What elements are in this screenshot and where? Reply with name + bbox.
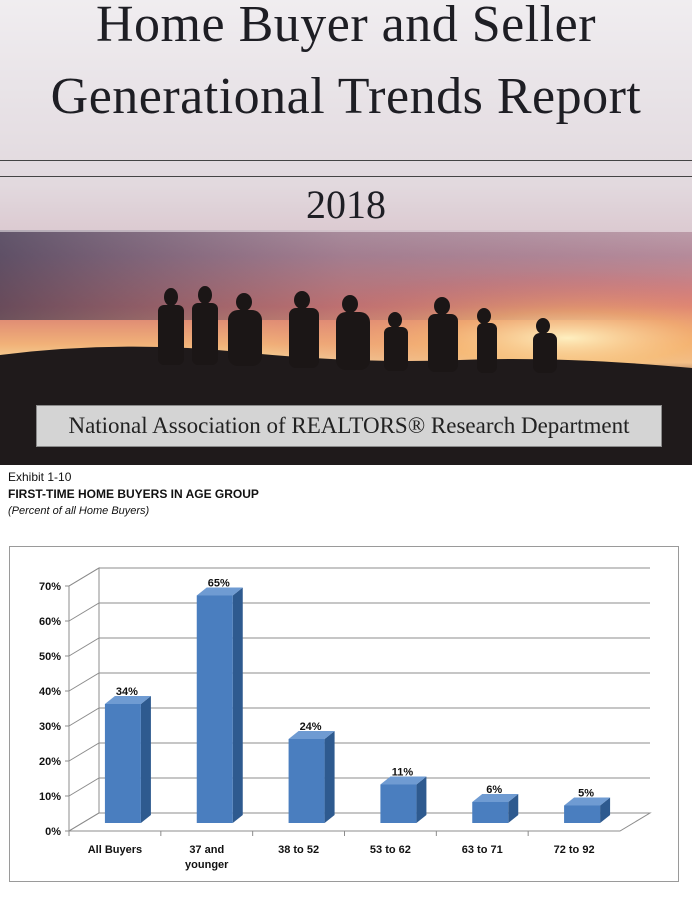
bar (197, 596, 233, 824)
y-tick-label: 10% (38, 791, 61, 803)
divider-top (0, 160, 692, 161)
bar-chart (9, 546, 679, 882)
data-label: 65% (207, 577, 230, 590)
bar (289, 739, 325, 823)
gridline (69, 568, 650, 586)
chart-title: FIRST-TIME HOME BUYERS IN AGE GROUP (8, 487, 259, 501)
bar-side (325, 731, 335, 823)
bar (105, 704, 141, 823)
gridline (69, 778, 650, 796)
report-title-line-2: Generational Trends Report (50, 68, 642, 125)
gridline (69, 743, 650, 761)
floor (69, 813, 650, 831)
chart-subtitle: (Percent of all Home Buyers) (8, 505, 150, 517)
data-label: 5% (578, 787, 595, 800)
exhibit-label: Exhibit 1-10 (8, 470, 72, 484)
gridline (69, 708, 650, 726)
gridline (69, 603, 650, 621)
data-label: 6% (486, 784, 503, 796)
x-tick-label: 38 to 52 (278, 844, 320, 856)
x-tick-label: 53 to 62 (369, 844, 411, 856)
y-tick-label: 20% (38, 756, 61, 768)
bar (472, 802, 508, 823)
bar-side (233, 588, 243, 824)
y-tick-label: 50% (38, 651, 61, 663)
y-tick-label: 70% (38, 581, 61, 593)
y-tick-label: 40% (38, 686, 61, 698)
x-tick-label: 63 to 71 (461, 844, 503, 856)
x-tick-label: 37 and (189, 844, 225, 856)
y-tick-label: 30% (38, 721, 61, 733)
report-title-line-1: Home Buyer and Seller (95, 0, 597, 53)
department-banner: National Association of REALTORS® Research Department (36, 405, 662, 447)
gridline (69, 638, 650, 656)
x-tick-label: 72 to 92 (553, 844, 595, 856)
report-year: 2018 (306, 182, 386, 227)
gridline (69, 673, 650, 691)
bar (564, 806, 600, 824)
bar-side (141, 696, 151, 823)
data-label: 11% (391, 766, 414, 779)
y-tick-label: 0% (45, 826, 61, 838)
x-tick-label: younger (185, 859, 229, 871)
data-label: 34% (115, 686, 138, 698)
bar-side (416, 777, 426, 824)
x-tick-label: All Buyers (87, 844, 143, 856)
data-label: 24% (299, 721, 322, 733)
bar (380, 785, 416, 824)
y-tick-label: 60% (38, 616, 61, 628)
side-wall (69, 568, 99, 831)
divider-bottom (0, 176, 692, 177)
